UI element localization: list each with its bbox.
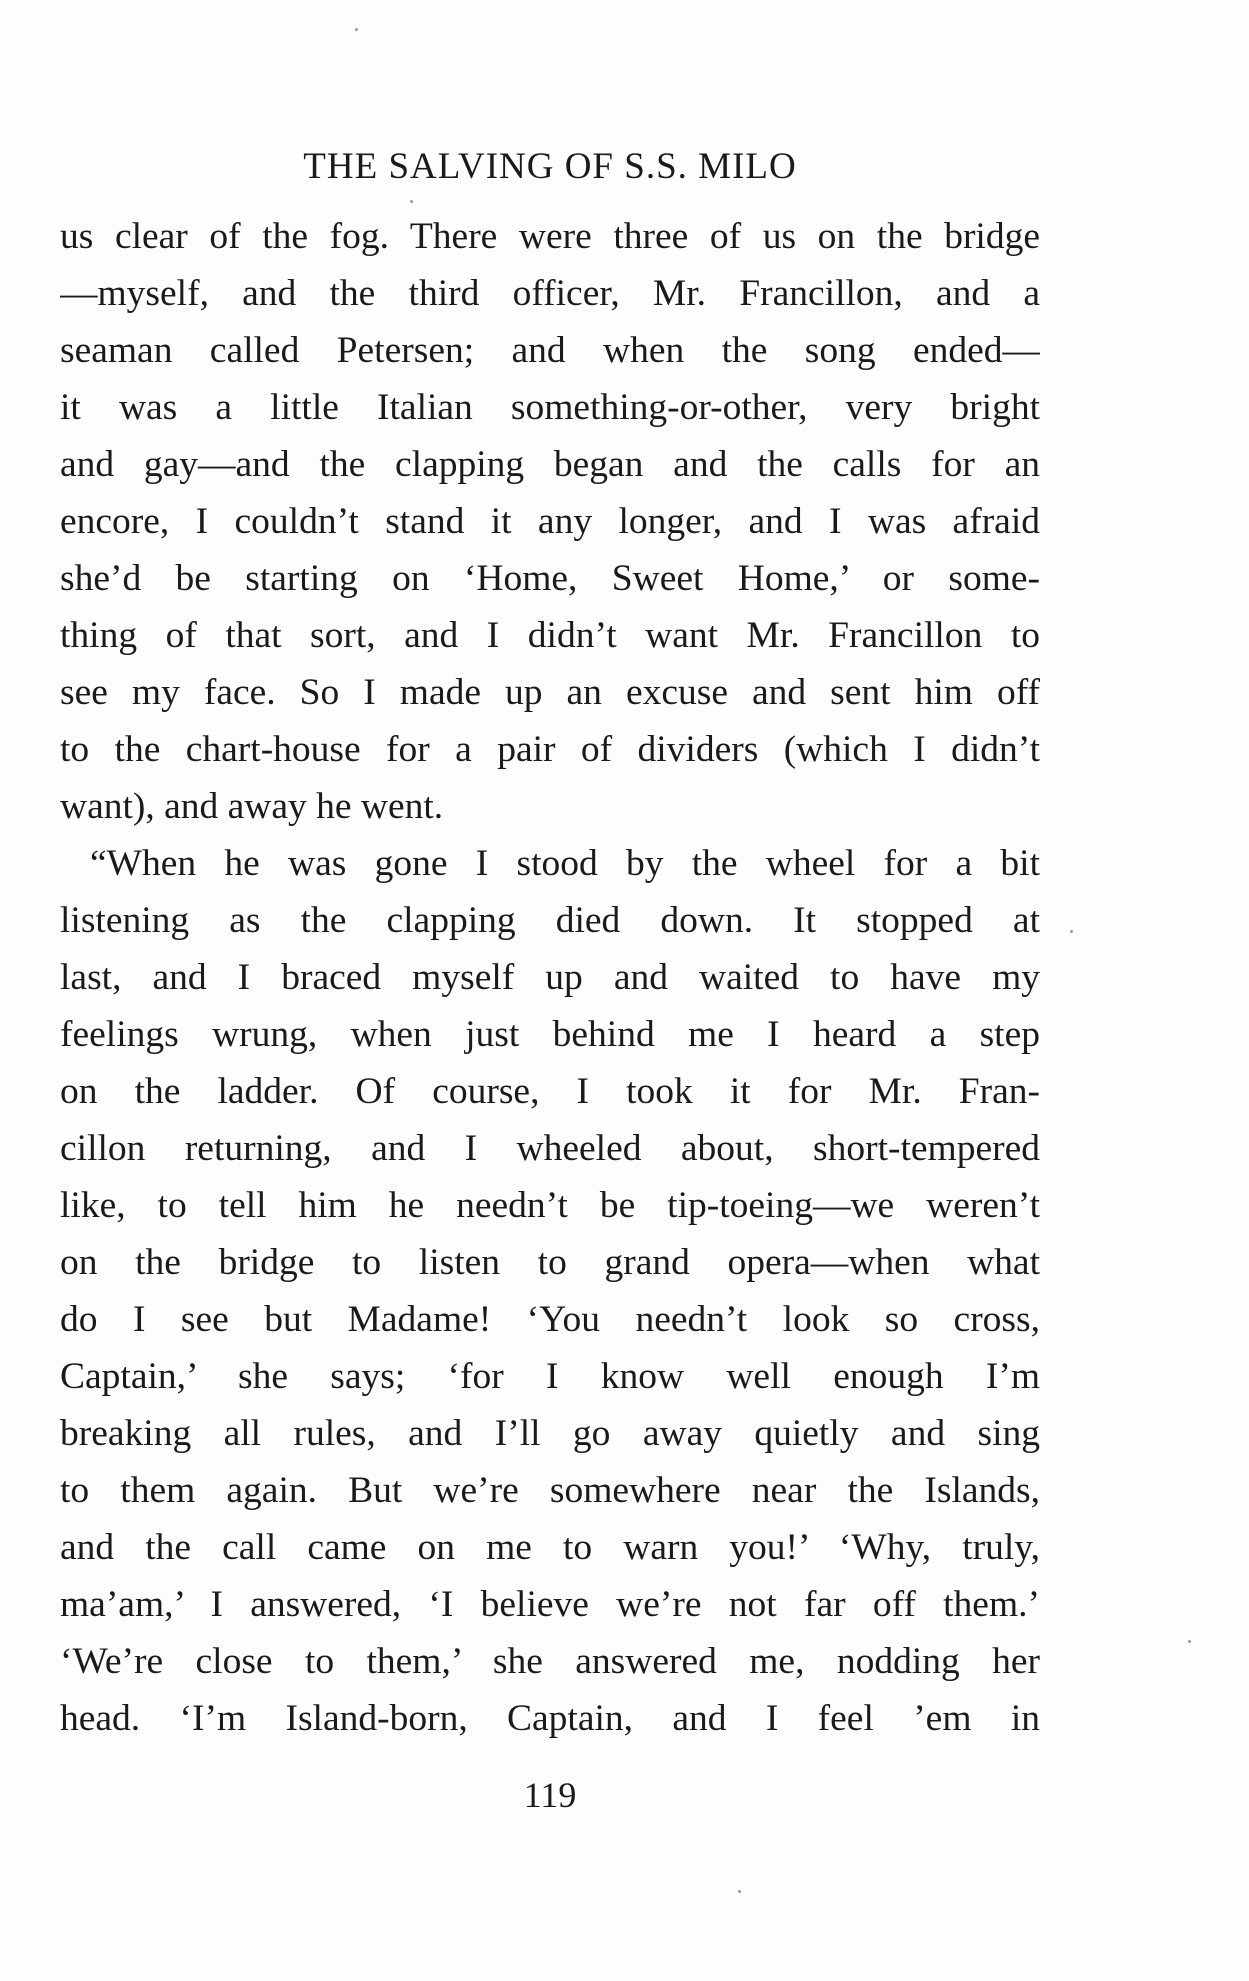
text-line: to the chart-house for a pair of dividers (which I didn’t <box>60 729 1040 770</box>
text-line: —myself, and the third officer, Mr. Francillon, and a <box>60 273 1040 314</box>
text-line: it was a little Italian something-or-other, very bright <box>60 387 1040 428</box>
text-line: on the ladder. Of course, I took it for Mr. Fran- <box>60 1071 1040 1112</box>
text-line: last, and I braced myself up and waited to have my <box>60 957 1040 998</box>
text-line: and the call came on me to warn you!’ ‘Why, truly, <box>60 1527 1040 1568</box>
text-line: breaking all rules, and I’ll go away quietly and sing <box>60 1413 1040 1454</box>
text-line: ‘We’re close to them,’ she answered me, nodding her <box>60 1641 1040 1682</box>
body-text <box>60 208 1040 1804</box>
text-line: listening as the clapping died down. It stopped at <box>60 900 1040 941</box>
text-line: like, to tell him he needn’t be tip-toeing—we weren’t <box>60 1185 1040 1226</box>
text-line: ma’am,’ I answered, ‘I believe we’re not far off them.’ <box>60 1584 1040 1625</box>
text-line: head. ‘I’m Island-born, Captain, and I feel ’em in <box>60 1698 1040 1739</box>
text-line: “When he was gone I stood by the wheel for a bit <box>90 843 1040 884</box>
page-number: 119 <box>523 1775 577 1815</box>
paper-speck <box>738 1890 741 1893</box>
paper-speck <box>410 200 413 203</box>
text-line: to them again. But we’re somewhere near the Islands, <box>60 1470 1040 1511</box>
text-line: seaman called Petersen; and when the song ended— <box>60 330 1040 371</box>
text-line: feelings wrung, when just behind me I heard a step <box>60 1014 1040 1055</box>
text-line: and gay—and the clapping began and the calls for an <box>60 444 1040 485</box>
text-line: us clear of the fog. There were three of us on the bridge <box>60 216 1040 257</box>
text-line: thing of that sort, and I didn’t want Mr. Francillon to <box>60 615 1040 656</box>
paper-speck <box>355 28 358 31</box>
text-line: want), and away he went. <box>60 786 444 827</box>
paper-speck <box>1188 1640 1191 1643</box>
text-line: see my face. So I made up an excuse and sent him off <box>60 672 1040 713</box>
paper-speck <box>1070 930 1073 933</box>
text-line: on the bridge to listen to grand opera—when what <box>60 1242 1040 1283</box>
text-line: cillon returning, and I wheeled about, short-tempered <box>60 1128 1040 1169</box>
running-head: THE SALVING OF S.S. MILO <box>303 146 797 187</box>
text-line: she’d be starting on ‘Home, Sweet Home,’ or some- <box>60 558 1040 599</box>
text-line: Captain,’ she says; ‘for I know well enough I’m <box>60 1356 1040 1397</box>
text-line: encore, I couldn’t stand it any longer, and I was afraid <box>60 501 1040 542</box>
text-line: do I see but Madame! ‘You needn’t look so cross, <box>60 1299 1040 1340</box>
